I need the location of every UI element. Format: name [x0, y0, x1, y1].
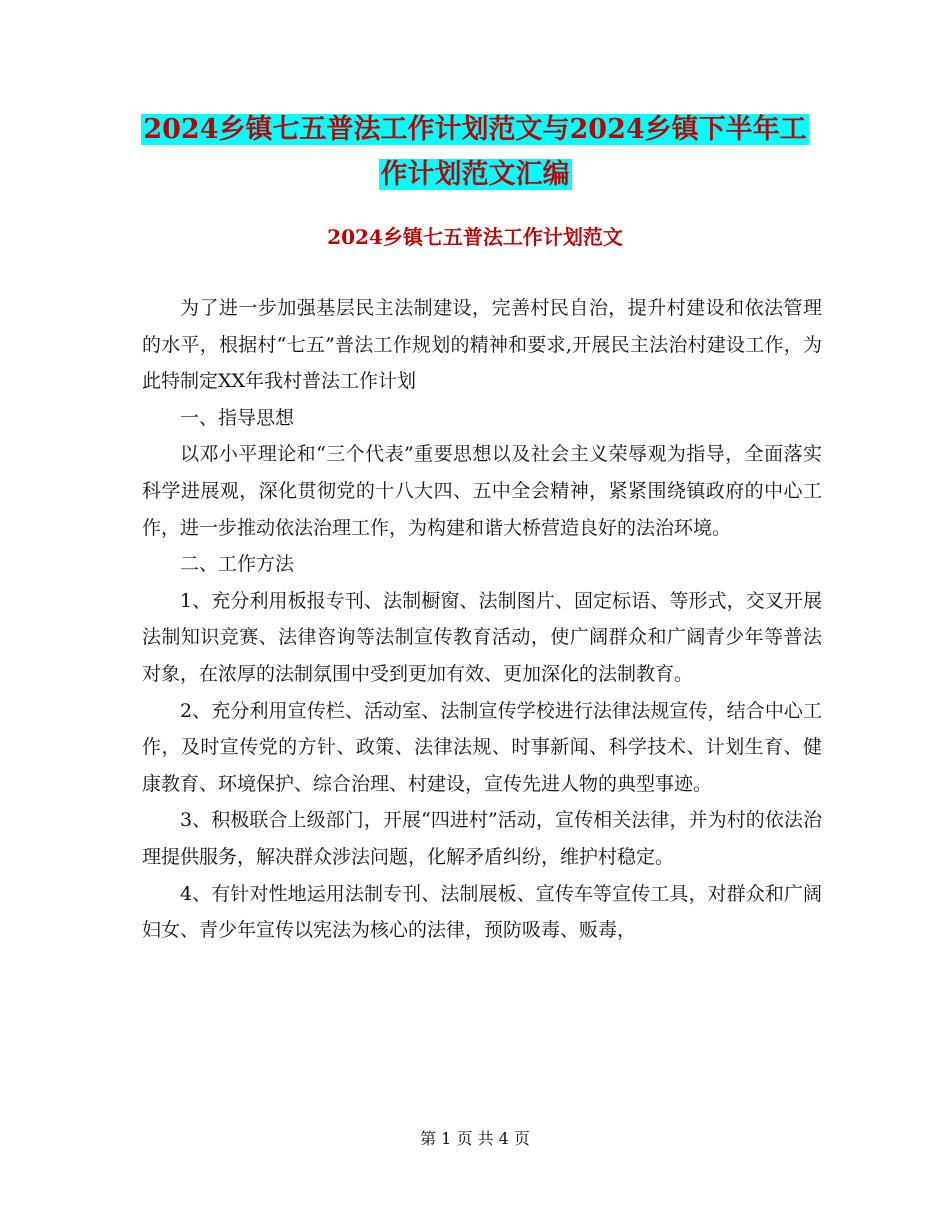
document-title-line2: 作计划范文汇编	[380, 159, 570, 190]
document-body	[142, 290, 822, 949]
paragraph-method-3: 3、积极联合上级部门，开展“四进村”活动，宣传相关法律，并为村的依法治理提供服务，解决群众涉法问题，化解矛盾纠纷，维护村稳定。	[142, 809, 822, 868]
paragraph-method-2: 2、充分利用宣传栏、活动室、法制宣传学校进行法律法规宣传，结合中心工作，及时宣传党的方针、政策、法律法规、时事新闻、科学技术、计划生育、健康教育、环境保护、综合治理、村建设，宣传先进人物的典型事迹。	[142, 699, 822, 795]
heading-work-methods: 二、工作方法	[180, 553, 295, 576]
document-title-line1: 2024乡镇七五普法工作计划范文与2024乡镇下半年工	[143, 114, 807, 145]
heading-guiding-ideology: 一、指导思想	[180, 406, 295, 429]
paragraph-method-1: 1、充分利用板报专刊、法制橱窗、法制图片、固定标语、等形式，交叉开展法制知识竞赛、法律咨询等法制宣传教育活动，使广阔群众和广阔青少年等普法对象，在浓厚的法制氛围中受到更加有效、更加深化的法制教育。	[142, 589, 822, 685]
paragraph-guiding-ideology: 以邓小平理论和“三个代表”重要思想以及社会主义荣辱观为指导，全面落实科学进展观，深化贯彻党的十八大四、五中全会精神，紧紧围绕镇政府的中心工作，进一步推动依法治理工作，为构建和谐大桥营造良好的法治环境。	[142, 443, 822, 539]
section-title: 2024乡镇七五普法工作计划范文	[327, 225, 623, 249]
paragraph-intro: 为了进一步加强基层民主法制建设，完善村民自治，提升村建设和依法管理的水平，根据村“七五”普法工作规划的精神和要求,开展民主法治村建设工作，为此特制定XX年我村普法工作计划	[142, 297, 822, 393]
paragraph-method-4: 4、有针对性地运用法制专刊、法制展板、宣传车等宣传工具，对群众和广阔妇女、青少年宣传以宪法为核心的法律，预防吸毒、贩毒，	[142, 882, 822, 942]
page-footer: 第 1 页 共 4 页	[420, 1129, 530, 1148]
